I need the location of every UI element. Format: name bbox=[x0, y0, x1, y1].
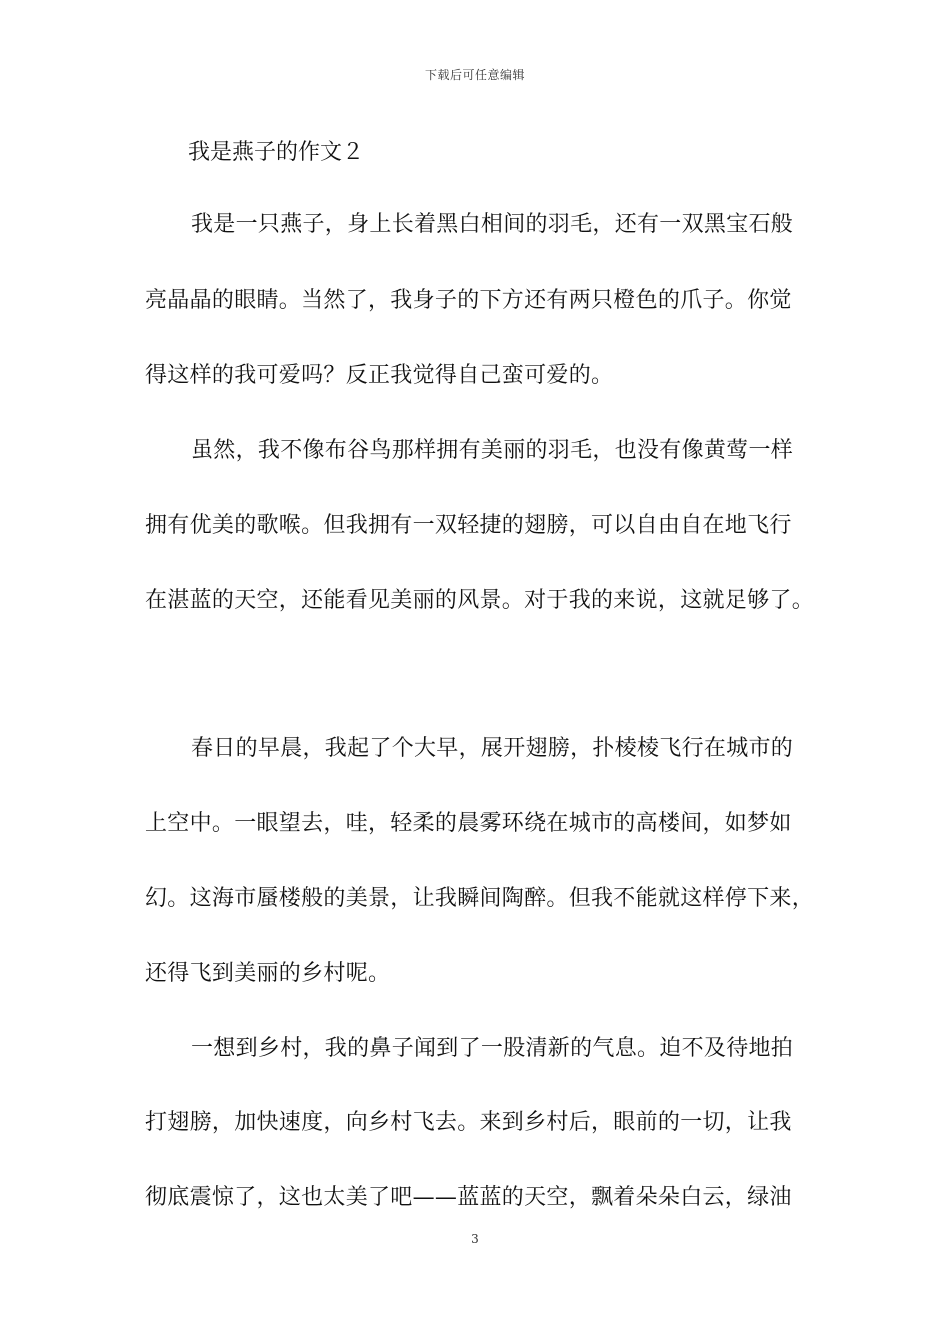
page-header: 下载后可任意编辑 bbox=[424, 68, 525, 82]
paragraph-3-line-1: 春日的早晨，我起了个大早，展开翅膀，扑棱棱飞行在城市的 bbox=[191, 736, 794, 761]
paragraph-1-line-1: 我是一只燕子，身上长着黑白相间的羽毛，还有一双黑宝石般 bbox=[191, 212, 794, 237]
essay-title: 我是燕子的作文２ bbox=[188, 140, 365, 165]
paragraph-1-line-3: 得这样的我可爱吗？反正我觉得自己蛮可爱的。 bbox=[145, 363, 614, 388]
paragraph-4-line-2: 打翅膀，加快速度，向乡村飞去。来到乡村后，眼前的一切，让我 bbox=[145, 1110, 792, 1135]
paragraph-2-line-2: 拥有优美的歌喉。但我拥有一双轻捷的翅膀，可以自由自在地飞行 bbox=[145, 513, 792, 538]
paragraph-1-line-2: 亮晶晶的眼睛。当然了，我身子的下方还有两只橙色的爪子。你觉 bbox=[145, 288, 792, 313]
paragraph-4-line-1: 一想到乡村，我的鼻子闻到了一股清新的气息。迫不及待地拍 bbox=[191, 1036, 794, 1061]
page-number: 3 bbox=[471, 1232, 479, 1246]
paragraph-4-line-3: 彻底震惊了，这也太美了吧——蓝蓝的天空，飘着朵朵白云，绿油 bbox=[145, 1185, 792, 1210]
paragraph-3-line-2: 上空中。一眼望去，哇，轻柔的晨雾环绕在城市的高楼间，如梦如 bbox=[145, 811, 792, 836]
paragraph-2-line-1: 虽然，我不像布谷鸟那样拥有美丽的羽毛，也没有像黄莺一样 bbox=[191, 438, 794, 463]
paragraph-3-line-4: 还得飞到美丽的乡村呢。 bbox=[145, 961, 391, 986]
paragraph-2-line-3: 在湛蓝的天空，还能看见美丽的风景。对于我的来说，这就足够了。 bbox=[145, 588, 815, 613]
paragraph-3-line-3: 幻。这海市蜃楼般的美景，让我瞬间陶醉。但我不能就这样停下来， bbox=[145, 886, 815, 911]
